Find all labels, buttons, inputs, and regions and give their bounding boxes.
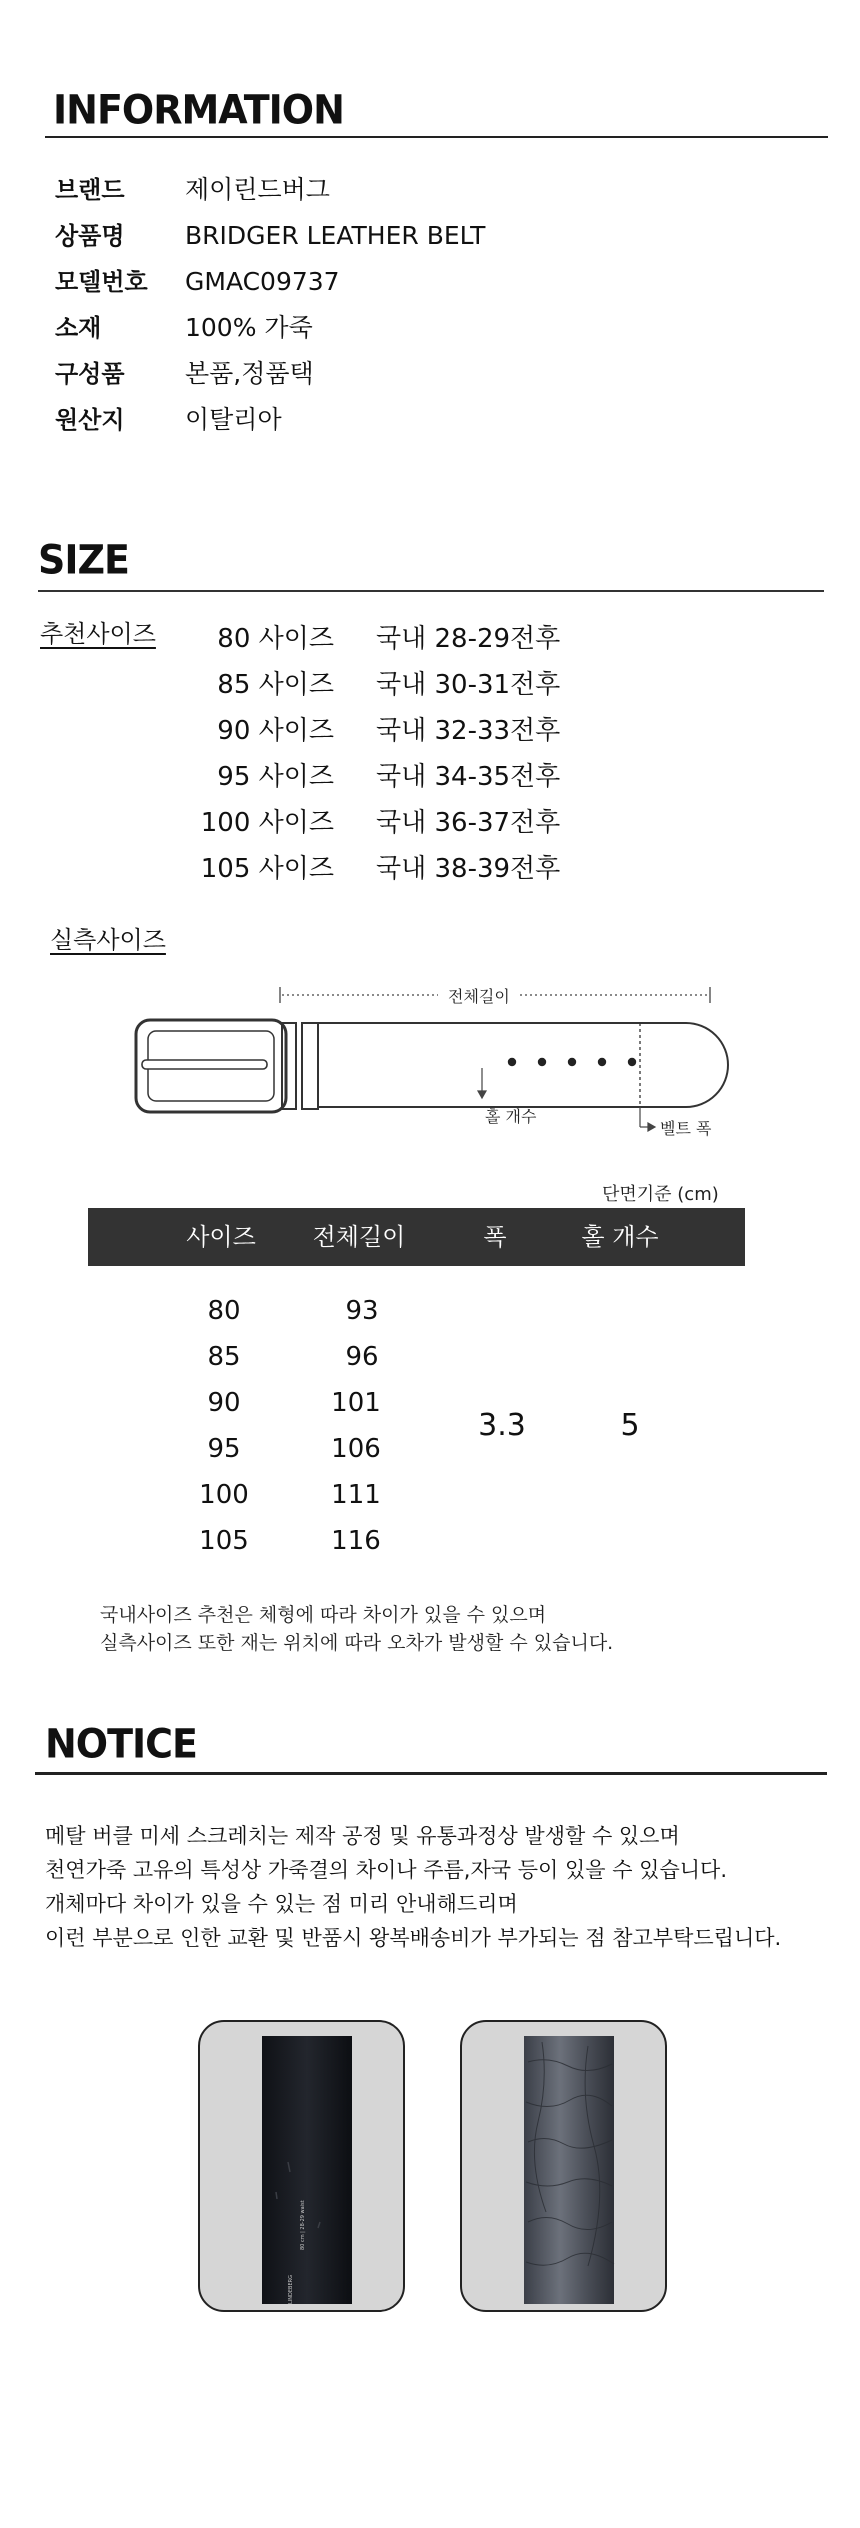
holes-icon [508,1058,636,1066]
cell-holes: 5 [620,1408,640,1443]
size-table-header [88,1208,745,1266]
belt-front-image [462,2022,667,2312]
size-divider [38,590,824,592]
info-key: 모델번호 [55,268,148,296]
recommended-domestic: 국내 28-29전후 [376,624,561,654]
info-value: BRIDGER LEATHER BELT [185,221,486,250]
information-heading: INFORMATION [53,86,344,134]
recommended-size: 95 사이즈 [217,762,334,792]
recommended-size-label: 추천사이즈 [40,620,156,648]
total-length-label: 전체길이 [448,987,510,1006]
belt-stamp-brand: LINDEBERG [288,2275,294,2304]
strap-icon [282,1023,728,1109]
info-key: 소재 [55,314,102,342]
hole-count-leader [478,1068,486,1098]
header-size: 사이즈 [186,1223,256,1251]
information-divider [45,136,828,138]
info-value: 제이린드버그 [185,175,330,204]
cell-size: 80 [207,1296,241,1326]
recommended-domestic: 국내 38-39전후 [376,854,561,884]
cell-width: 3.3 [478,1408,526,1443]
recommended-domestic: 국내 32-33전후 [376,716,561,746]
belt-front-photo [460,2020,667,2312]
cell-size: 85 [207,1342,241,1372]
info-key: 구성품 [55,360,125,388]
cell-length: 116 [331,1526,381,1556]
notice-line: 천연가죽 고유의 특성상 가죽결의 차이나 주름,자국 등이 있을 수 있습니다. [45,1858,728,1882]
belt-width-leader [640,1107,655,1131]
notice-line: 이런 부분으로 인한 교환 및 반품시 왕복배송비가 부가되는 점 참고부탁드립니다. [45,1926,782,1950]
recommended-domestic: 국내 34-35전후 [376,762,561,792]
recommended-size: 80 사이즈 [217,624,334,654]
recommended-row [180,754,600,800]
recommended-row [180,846,600,892]
recommended-size: 105 사이즈 [200,854,334,884]
cell-length: 106 [331,1434,381,1464]
notice-heading: NOTICE [45,1720,198,1768]
cell-size: 105 [199,1526,249,1556]
info-value: GMAC09737 [185,267,340,296]
header-hole-count: 홀 개수 [581,1223,659,1251]
info-value: 100% 가죽 [185,313,313,342]
recommended-size: 100 사이즈 [200,808,334,838]
info-value: 본품,정품택 [185,359,314,388]
recommended-domestic: 국내 30-31전후 [376,670,561,700]
belt-diagram [120,975,740,1150]
size-note: 국내사이즈 추천은 체형에 따라 차이가 있을 수 있으며 [100,1604,547,1626]
info-key: 브랜드 [55,176,125,204]
hole-count-label: 홀 개수 [485,1107,537,1126]
belt-width-label: 벨트 폭 [660,1119,712,1138]
measured-size-label: 실측사이즈 [50,926,166,954]
size-heading: SIZE [38,536,130,584]
notice-line: 메탈 버클 미세 스크레치는 제작 공정 및 유통과정상 발생할 수 있으며 [45,1824,680,1848]
cell-size: 90 [207,1388,241,1418]
recommended-row [180,662,600,708]
cell-length: 93 [345,1296,379,1326]
recommended-domestic: 국내 36-37전후 [376,808,561,838]
recommended-row [180,800,600,846]
notice-line: 개체마다 차이가 있을 수 있는 점 미리 안내해드리며 [45,1892,518,1916]
header-width: 폭 [483,1223,507,1251]
info-value: 이탈리아 [185,405,282,434]
size-note: 실측사이즈 또한 재는 위치에 따라 오차가 발생할 수 있습니다. [100,1632,614,1654]
recommended-row [180,708,600,754]
cell-length: 111 [331,1480,381,1510]
cell-size: 95 [207,1434,241,1464]
cell-size: 100 [199,1480,249,1510]
recommended-size: 90 사이즈 [217,716,334,746]
cell-length: 96 [345,1342,379,1372]
header-total-length: 전체길이 [312,1223,406,1251]
belt-back-photo [198,2020,405,2312]
unit-note: 단면기준 (cm) [602,1184,719,1205]
recommended-size: 85 사이즈 [217,670,334,700]
notice-divider [35,1772,827,1775]
buckle-icon [136,1020,286,1112]
belt-stamp: 80 cm | 28-29 waist [300,2200,306,2250]
cell-length: 101 [331,1388,381,1418]
info-key: 원산지 [55,406,125,434]
belt-back-image [200,2022,405,2312]
info-key: 상품명 [55,222,125,250]
recommended-row [180,616,600,662]
